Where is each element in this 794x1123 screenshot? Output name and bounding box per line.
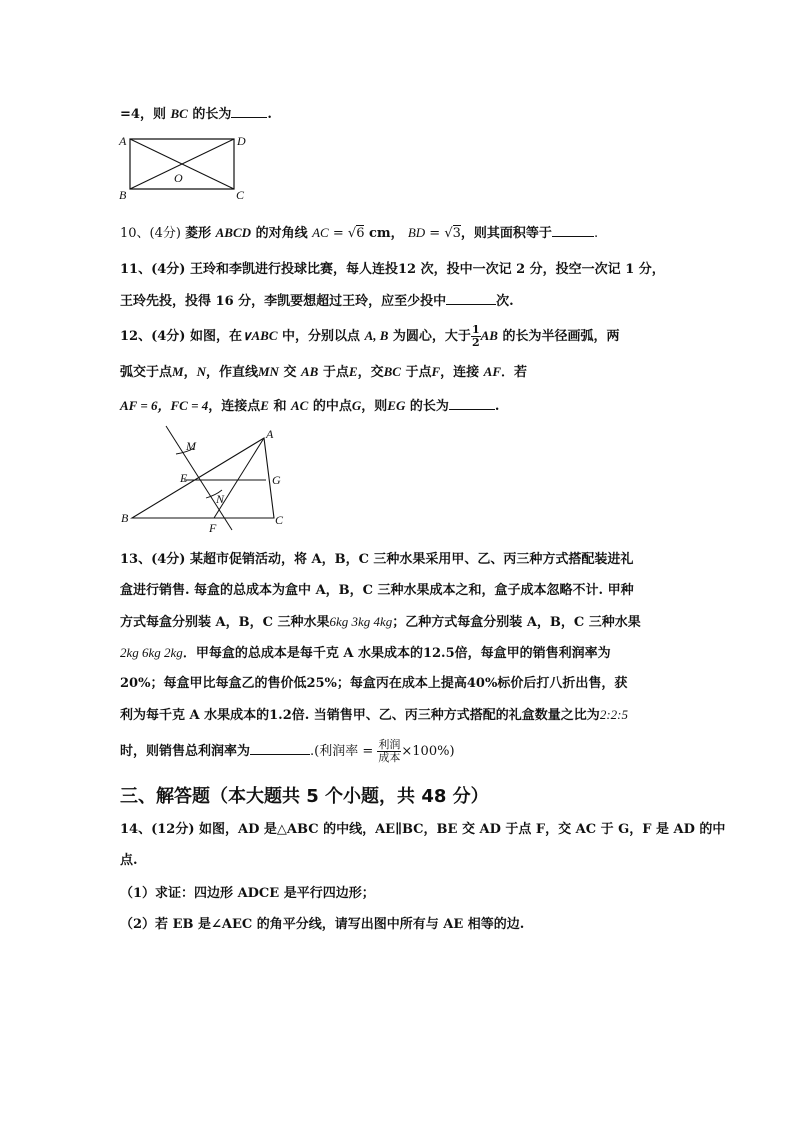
q14-part-2: （2）若 EB 是∠AEC 的角平分线，请写出图中所有与 AE 相等的边. (120, 917, 525, 932)
q14-part-1: （1）求证：四边形 ADCE 是平行四边形； (120, 886, 375, 901)
q13-line-5: 20%；每盒甲比每盒乙的售价低25%；每盒丙在成本上提高40%标价后打八折出售，获 (120, 676, 628, 691)
q13-line-4: 2kg 6kg 2kg．甲每盒的总成本是每千克 A 水果成本的12.5倍，每盒甲的销售利润率为 (120, 645, 611, 661)
q13-line-2: 盒进行销售. 每盒的总成本为盒中 A，B，C 三种水果成本之和，盒子成本忽略不计. 甲种 (120, 583, 634, 598)
q13-line-3: 方式每盒分别装 A，B，C 三种水果6kg 3kg 4kg；乙种方式每盒分别装 A，B，C 三种水果 (120, 614, 641, 630)
answer-blank (250, 742, 310, 755)
label-O: O (174, 171, 183, 185)
section-heading: 三、解答题（本大题共 5 个小题，共 48 分） (120, 786, 489, 807)
label-B: B (121, 511, 129, 525)
label-G: G (272, 473, 281, 487)
label-C: C (236, 188, 245, 202)
answer-blank (552, 224, 594, 237)
q11-line-2: 王玲先投，投得 16 分，李凯要想超过王玲，应至少投中 次. (120, 294, 514, 309)
q14-line-2: 点. (120, 853, 138, 868)
label-F: F (209, 521, 217, 535)
label-M: M (186, 439, 196, 453)
q13-line-1: 13、(4分) 某超市促销活动，将 A，B，C 三种水果采用甲、乙、丙三种方式搭配装进礼 (120, 552, 634, 567)
q11-line-1: 11、(4分) 王玲和李凯进行投球比赛，每人连投12 次，投中一次记 2 分，投空一次记 1 分， (120, 262, 665, 277)
q12-line-1: 12、(4分) 如图，在∨ABC 中，分别以点 A, B 为圆心，大于 $\frac{1}{2}$ AB 的长为半径画弧，两 (120, 323, 620, 349)
q13-line-7: 时，则销售总利润率为 .(利润率 = $\frac{\text{利润}}{\text{成本}}$ ×100%) (120, 738, 455, 764)
profit-rate-fraction: $\frac{\text{利润}}{\text{成本}}$ (378, 738, 401, 764)
q13-line-6: 利为每千克 A 水果成本的1.2倍. 当销售甲、乙、丙三种方式搭配的礼盒数量之比为2:2:5 (120, 707, 628, 723)
q12-line-3: AF = 6，FC = 4，连接点E 和 AC 的中点G，则EG 的长为 . (120, 398, 500, 414)
q14-line-1: 14、(12分) 如图，AD 是△ABC 的中线，AE∥BC，BE 交 AD 于点 F，交 AC 于 G，F 是 AD 的中 (120, 822, 726, 837)
label-E: E (180, 471, 188, 485)
q10-line: 10、(4分) 菱形 ABCD 的对角线 AC = √6 cm， BD = √3，则其面积等于 . (120, 225, 599, 241)
answer-blank (446, 292, 496, 305)
answer-blank (231, 105, 267, 118)
label-C: C (275, 513, 284, 527)
half-fraction: $\frac{1}{2}$ (471, 323, 480, 349)
q9-tail-line: =4，则 BC 的长为 . (120, 106, 272, 122)
label-N: N (216, 492, 225, 506)
label-D: D (237, 134, 246, 148)
label-B: B (119, 188, 127, 202)
rectangle-figure (116, 131, 256, 207)
label-A: A (266, 427, 274, 441)
q12-line-2: 弧交于点M，N，作直线MN 交 AB 于点E，交BC 于点F，连接 AF．若 (120, 364, 528, 380)
triangle-figure (116, 424, 301, 540)
label-A: A (119, 134, 127, 148)
answer-blank (449, 397, 495, 410)
